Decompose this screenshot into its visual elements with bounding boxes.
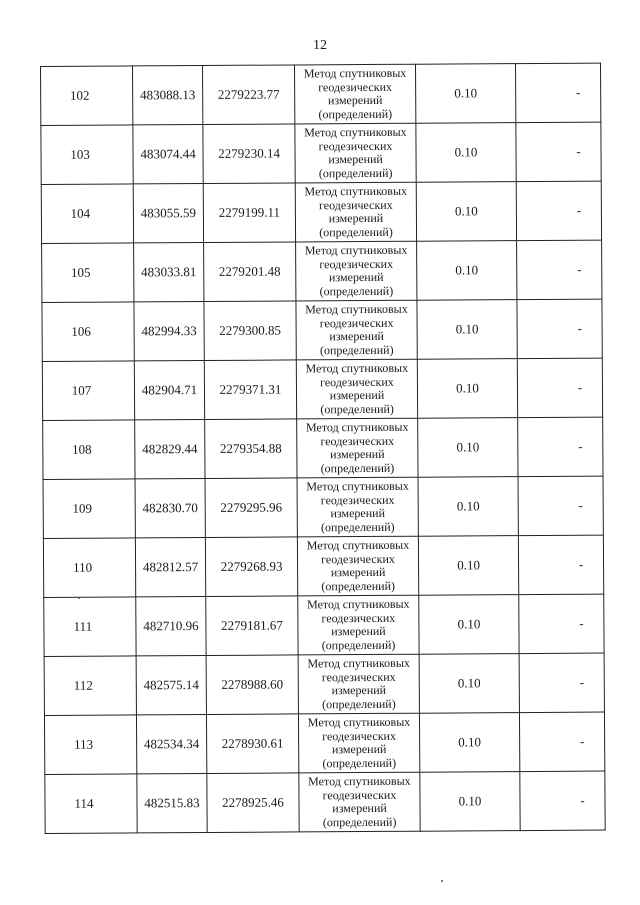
scan-speck (441, 880, 443, 882)
note-cell: - (516, 181, 601, 241)
x-coordinate-cell: 482534.34 (136, 714, 206, 773)
point-number-cell: 106 (42, 302, 134, 362)
table-row (41, 122, 601, 184)
method-line: геодезических (318, 138, 393, 153)
method-cell (299, 772, 420, 832)
table-row (43, 476, 603, 538)
method-line: измерений (328, 151, 383, 167)
x-coordinate-cell: 482812.57 (135, 537, 205, 596)
note-cell: - (518, 535, 603, 595)
method-line: Метод спутниковых (305, 301, 408, 317)
method-line: (определений) (322, 755, 397, 770)
note-cell: - (517, 299, 602, 359)
method-line: геодезических (321, 551, 395, 566)
note-cell: - (517, 358, 602, 418)
method-cell (298, 654, 419, 714)
y-coordinate-cell: 2279371.31 (204, 360, 296, 420)
method-line: Метод спутниковых (307, 714, 411, 730)
y-coordinate-cell: 2279354.88 (205, 419, 297, 479)
method-cell (296, 359, 417, 419)
y-coordinate-cell: 2278925.46 (207, 773, 299, 833)
note-cell: - (518, 476, 603, 536)
accuracy-cell: 0.10 (416, 123, 516, 183)
table-row (43, 417, 603, 479)
point-number-cell: 107 (42, 361, 134, 421)
x-coordinate-cell: 483033.81 (134, 243, 204, 302)
table-row (41, 181, 601, 243)
table-row (44, 594, 604, 656)
method-line: измерений (332, 800, 387, 816)
method-cell (297, 418, 418, 478)
method-line: (определений) (318, 165, 393, 180)
x-coordinate-cell: 482575.14 (136, 655, 206, 714)
method-line: (определений) (320, 401, 394, 416)
method-cell (296, 241, 417, 301)
table-row (42, 299, 602, 361)
method-line: геодезических (319, 256, 394, 271)
x-coordinate-cell: 482710.96 (136, 596, 206, 655)
method-line: Метод спутниковых (305, 419, 409, 435)
method-cell (298, 595, 419, 655)
method-line: Метод спутниковых (304, 242, 408, 258)
table-row (45, 771, 605, 833)
x-coordinate-cell: 483088.13 (133, 66, 203, 125)
coordinates-table (40, 63, 606, 834)
method-line: Метод спутниковых (307, 655, 410, 671)
table-row (44, 712, 604, 774)
method-cell (297, 477, 418, 537)
method-cell (294, 64, 415, 124)
accuracy-cell: 0.10 (420, 772, 520, 832)
note-cell: - (519, 712, 604, 772)
method-line: измерений (329, 328, 384, 344)
method-line: измерений (331, 682, 387, 698)
accuracy-cell: 0.10 (417, 300, 517, 360)
method-line: измерений (328, 269, 384, 285)
method-line: геодезических (322, 728, 396, 743)
method-line: измерений (330, 505, 386, 521)
method-line: геодезических (318, 79, 393, 94)
method-line: Метод спутниковых (303, 65, 407, 81)
y-coordinate-cell: 2279230.14 (203, 124, 295, 184)
point-number-cell: 102 (41, 66, 133, 126)
y-coordinate-cell: 2279300.85 (204, 301, 296, 361)
y-coordinate-cell: 2279223.77 (203, 65, 295, 125)
method-line: (определений) (319, 224, 393, 239)
method-line: (определений) (321, 578, 396, 593)
note-cell: - (517, 240, 602, 300)
method-line: Метод спутниковых (308, 773, 411, 789)
y-coordinate-cell: 2278988.60 (206, 655, 298, 715)
point-number-cell: 103 (41, 125, 133, 185)
scan-speck (78, 597, 80, 599)
method-line: измерений (328, 210, 384, 226)
table-row (44, 653, 604, 715)
x-coordinate-cell: 482515.83 (137, 773, 207, 832)
x-coordinate-cell: 482994.33 (134, 302, 204, 361)
accuracy-cell: 0.10 (415, 64, 515, 124)
y-coordinate-cell: 2278930.61 (206, 714, 298, 774)
method-line: измерений (329, 387, 385, 403)
point-number-cell: 109 (43, 479, 135, 539)
method-line: Метод спутниковых (306, 478, 409, 494)
method-line: геодезических (321, 610, 396, 625)
method-line: геодезических (318, 197, 393, 212)
point-number-cell: 104 (41, 184, 133, 244)
method-line: Метод спутниковых (304, 183, 408, 199)
method-line: Метод спутниковых (304, 124, 407, 140)
y-coordinate-cell: 2279295.96 (205, 478, 297, 538)
method-line: (определений) (320, 519, 395, 534)
x-coordinate-cell: 482830.70 (135, 478, 205, 537)
table-row (43, 535, 603, 597)
note-cell: - (520, 771, 605, 831)
x-coordinate-cell: 482904.71 (134, 361, 204, 420)
x-coordinate-cell: 483055.59 (133, 184, 203, 243)
table-row (42, 358, 602, 420)
method-line: Метод спутниковых (305, 360, 409, 376)
accuracy-cell: 0.10 (416, 182, 516, 242)
method-line: (определений) (319, 342, 394, 357)
method-line: измерений (330, 564, 386, 580)
method-line: геодезических (320, 433, 395, 448)
note-cell: - (519, 653, 604, 713)
point-number-cell: 105 (42, 243, 134, 303)
note-cell: - (515, 63, 600, 123)
point-number-cell: 114 (45, 774, 137, 834)
table-row (42, 240, 602, 302)
accuracy-cell: 0.10 (418, 477, 518, 537)
method-cell (296, 300, 417, 360)
note-cell: - (519, 594, 604, 654)
method-cell (295, 123, 416, 183)
method-line: (определений) (321, 637, 396, 652)
table-row (41, 63, 601, 125)
accuracy-cell: 0.10 (418, 418, 518, 478)
coordinates-table-body (41, 63, 606, 833)
accuracy-cell: 0.10 (419, 654, 519, 714)
method-cell (298, 713, 419, 773)
method-line: геодезических (320, 492, 395, 507)
method-line: геодезических (320, 374, 394, 389)
x-coordinate-cell: 482829.44 (135, 420, 205, 479)
method-line: (определений) (322, 814, 397, 829)
page-number: 12 (313, 38, 327, 53)
method-line: геодезических (319, 315, 394, 330)
method-cell (295, 182, 416, 242)
method-line: (определений) (318, 106, 393, 121)
method-line: измерений (327, 92, 383, 108)
point-number-cell: 113 (44, 715, 136, 775)
method-line: Метод спутниковых (307, 596, 410, 612)
point-number-cell: 110 (43, 538, 135, 598)
point-number-cell: 108 (43, 420, 135, 480)
x-coordinate-cell: 483074.44 (133, 125, 203, 184)
accuracy-cell: 0.10 (417, 241, 517, 301)
method-line: геодезических (322, 787, 397, 802)
y-coordinate-cell: 2279181.67 (206, 596, 298, 656)
method-line: Метод спутниковых (306, 537, 410, 553)
method-line: (определений) (319, 283, 394, 298)
accuracy-cell: 0.10 (418, 536, 518, 596)
point-number-cell: 111 (44, 597, 136, 657)
note-cell: - (516, 122, 601, 182)
note-cell: - (518, 417, 603, 477)
method-line: измерений (331, 623, 386, 639)
method-line: (определений) (320, 460, 395, 475)
method-cell (297, 536, 418, 596)
method-line: измерений (330, 446, 385, 462)
accuracy-cell: 0.10 (419, 713, 519, 773)
method-line: геодезических (321, 669, 396, 684)
y-coordinate-cell: 2279268.93 (205, 537, 297, 597)
accuracy-cell: 0.10 (419, 595, 519, 655)
y-coordinate-cell: 2279199.11 (203, 183, 295, 243)
y-coordinate-cell: 2279201.48 (204, 242, 296, 302)
accuracy-cell: 0.10 (417, 359, 517, 419)
method-line: (определений) (322, 696, 396, 711)
point-number-cell: 112 (44, 656, 136, 716)
method-line: измерений (331, 741, 387, 757)
